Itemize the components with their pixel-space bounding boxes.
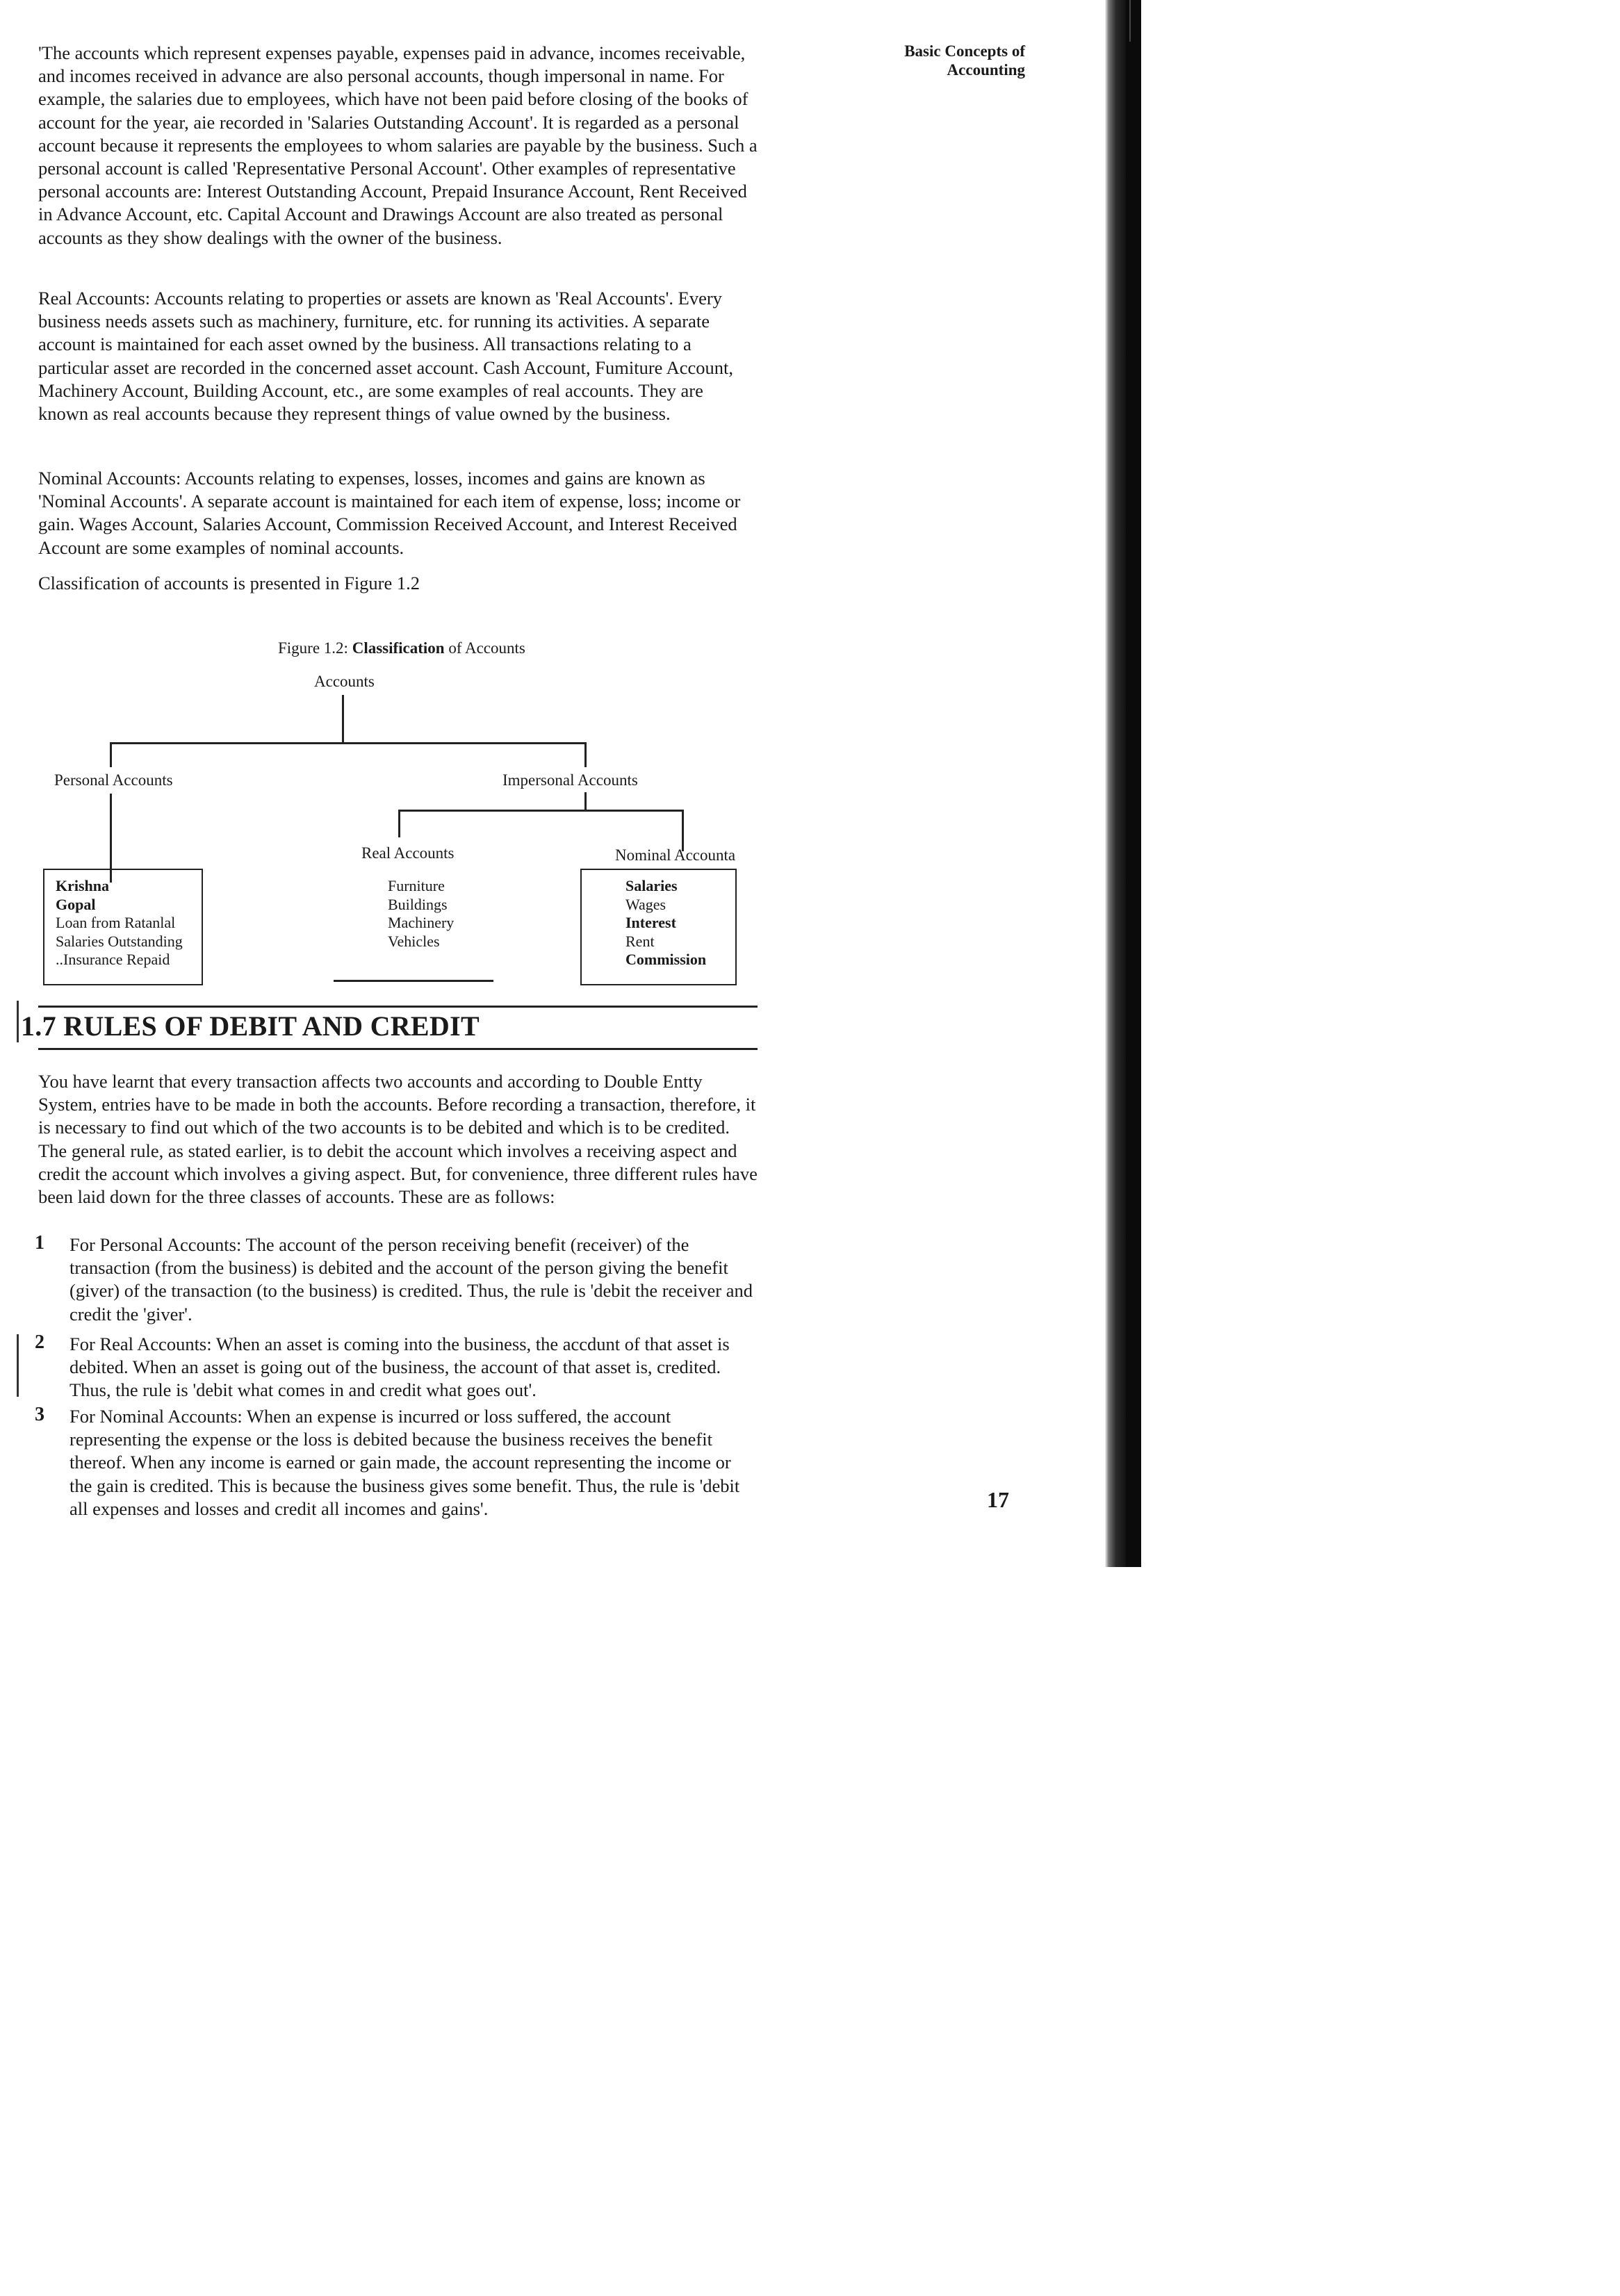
- connector-root-down: [342, 695, 344, 742]
- connector-to-nominal: [682, 810, 684, 851]
- binding-thin-line: [1129, 0, 1131, 42]
- list-item: Buildings: [388, 895, 448, 913]
- list-item: Rent: [625, 932, 655, 950]
- list-item: Interest: [625, 914, 676, 931]
- list-item: Commission: [625, 951, 707, 968]
- real-accounts-underline: [334, 980, 493, 982]
- section-top-rule: [38, 1006, 758, 1008]
- node-real-accounts: Real Accounts: [361, 844, 455, 862]
- list-item: Krishna: [56, 877, 110, 894]
- connector-impersonal-down: [584, 792, 587, 810]
- book-binding-edge: [1126, 0, 1141, 1567]
- connector-to-real: [398, 810, 400, 837]
- rule-number: 3: [35, 1404, 44, 1425]
- connector-to-impersonal: [584, 742, 587, 767]
- figure-caption-bold: Classification: [352, 639, 445, 657]
- list-item: Gopal: [56, 895, 96, 913]
- node-impersonal-accounts: Impersonal Accounts: [502, 771, 638, 789]
- figure-caption-prefix: Figure 1.2:: [278, 639, 348, 657]
- running-header-line2: Accounting: [947, 61, 1025, 79]
- rule-real-accounts: For Real Accounts: When an asset is coming into the business, the accdunt of that asset is debited. When an asset is going out of the business, the account of that asset is, credited. Thus, the rule is 'debit what comes in and credit what goes out'.: [69, 1334, 730, 1401]
- running-header: [893, 42, 1025, 79]
- margin-mark: [17, 1334, 19, 1397]
- list-item: Salaries: [625, 877, 678, 894]
- node-nominal-accounts: Nominal Accounta: [615, 846, 736, 864]
- rule-nominal-accounts: For Nominal Accounts: When an expense is incurred or loss suffered, the account representing the expense or the loss is debited because the business receives the benefit thereof. When any income is earned or gain made, the account representing the income or the gain is credited. This is because the business gives some benefit. Thus, the rule is 'debit all expenses and losses and credit all incomes and gains'.: [69, 1406, 740, 1519]
- section-title: 1.7 RULES OF DEBIT AND CREDIT: [21, 1010, 480, 1042]
- rule-number: 1: [35, 1232, 44, 1254]
- connector-impersonal-horizontal: [398, 810, 683, 812]
- node-accounts: Accounts: [314, 673, 375, 690]
- list-item: Wages: [625, 895, 666, 913]
- page-number: 17: [987, 1487, 1009, 1512]
- nominal-accounts-list: [625, 877, 706, 969]
- running-header-line1: Basic Concepts of: [904, 42, 1025, 60]
- paragraph-classification-intro: Classification of accounts is presented in Figure 1.2: [38, 573, 420, 593]
- node-personal-accounts: Personal Accounts: [54, 771, 173, 789]
- paragraph-representative-personal: 'The accounts which represent expenses payable, expenses paid in advance, incomes receivable, and incomes received in advance are also personal accounts, though impersonal in name. For example, the salaries due to employees, which have not been paid before closing of the books of account for the year, aie recorded in 'Salaries Outstanding Account'. It is regarded as a personal account because it represents the employees to whom salaries are payable by the business. Such a personal account is called 'Representative Personal Account'. Other examples of representative personal accounts are: Interest Outstanding Account, Prepaid Insurance Account, Rent Received in Advance Account, etc. Capital Account and Drawings Account are also treated as personal accounts as they show dealings with the owner of the business.: [38, 42, 758, 248]
- connector-root-horizontal: [110, 742, 586, 744]
- personal-accounts-list: [56, 877, 183, 969]
- list-item: Furniture: [388, 877, 445, 894]
- real-accounts-list: [388, 877, 454, 951]
- section-intro-paragraph: You have learnt that every transaction affects two accounts and according to Double Entty System, entries have to be made in both the accounts. Before recording a transaction, therefore, it is necessary to find out which of the two accounts is to be debited and which is to be credited. The general rule, as stated earlier, is to debit the account which involves a receiving aspect and credit the account which involves a giving aspect. But, for convenience, three different rules have been laid down for the three classes of accounts. These are as follows:: [38, 1071, 758, 1208]
- connector-to-personal: [110, 742, 112, 767]
- list-item: Machinery: [388, 914, 455, 931]
- list-item: Loan from Ratanlal: [56, 914, 176, 931]
- paragraph-real-accounts: Real Accounts: Accounts relating to properties or assets are known as 'Real Accounts'. Every business needs assets such as machinery, furniture, etc. for running its activities. A separate account is maintained for each asset owned by the business. All transactions relating to a particular asset are recorded in the concerned asset account. Cash Account, Fumiture Account, Machinery Account, Building Account, etc., are some examples of real accounts. They are known as real accounts because they represent things of value owned by the business.: [38, 288, 733, 425]
- list-item: ..Insurance Repaid: [56, 951, 170, 968]
- paragraph-nominal-accounts: Nominal Accounts: Accounts relating to expenses, losses, incomes and gains are known as 'Nominal Accounts'. A separate account is maintained for each item of expense, loss; income or gain. Wages Account, Salaries Account, Commission Received Account, and Interest Received Account are some examples of nominal accounts.: [38, 468, 741, 558]
- figure-caption: [278, 639, 525, 657]
- figure-caption-rest: of Accounts: [448, 639, 525, 657]
- section-bottom-rule: [38, 1048, 758, 1050]
- rule-number: 2: [35, 1331, 44, 1353]
- rule-personal-accounts: For Personal Accounts: The account of the person receiving benefit (receiver) of the transaction (from the business) is debited and the account of the person giving the benefit (giver) of the transaction (to the business) is credited. Thus, the rule is 'debit the receiver and credit the 'giver'.: [69, 1234, 753, 1325]
- margin-mark: [17, 1001, 19, 1042]
- list-item: Vehicles: [388, 932, 440, 950]
- list-item: Salaries Outstanding: [56, 932, 183, 950]
